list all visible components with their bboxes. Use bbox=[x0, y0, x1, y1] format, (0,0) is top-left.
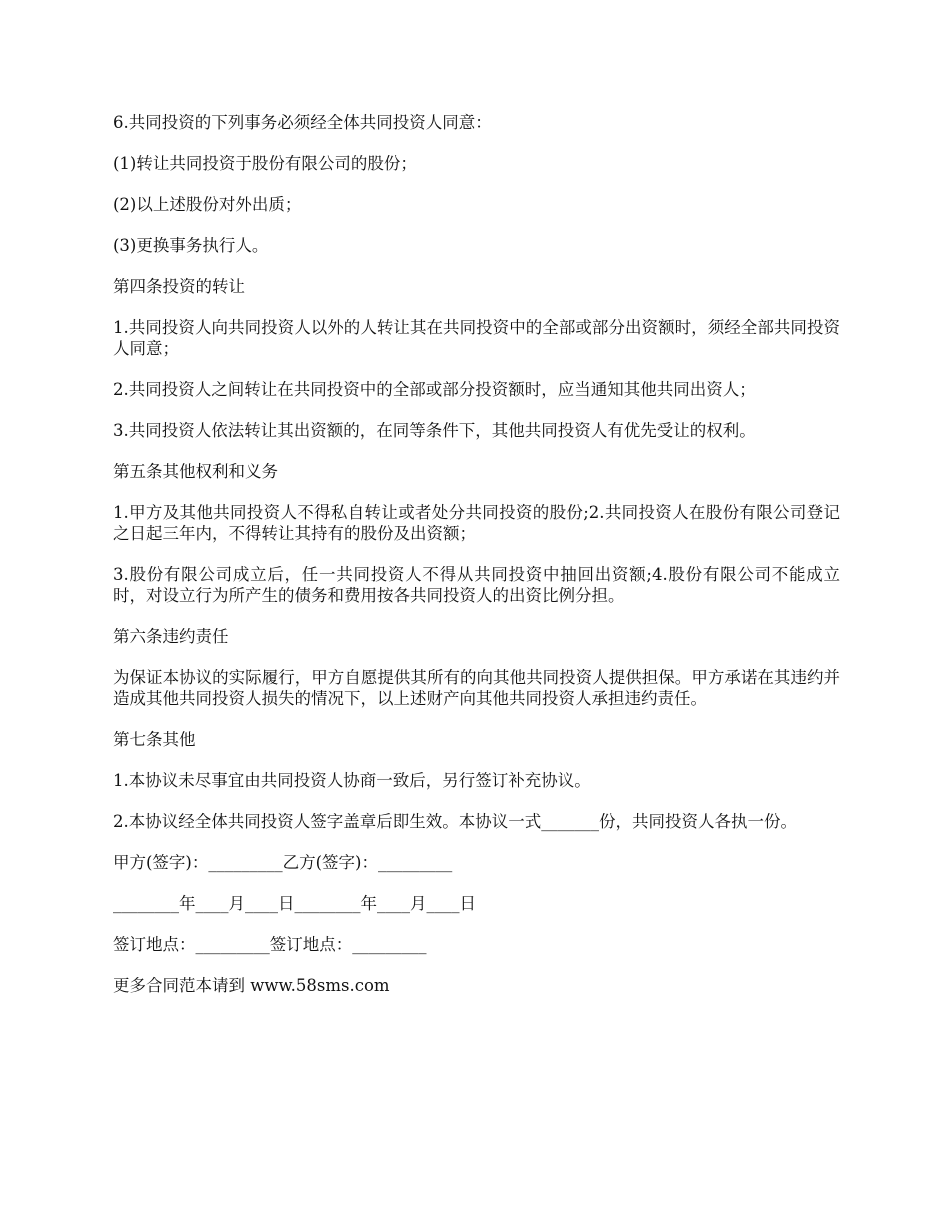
article-6-body: 为保证本协议的实际履行，甲方自愿提供其所有的向其他共同投资人提供担保。甲方承诺在其违约并造成其他共同投资人损失的情况下，以上述财产向其他共同投资人承担违约责任。 bbox=[113, 668, 840, 708]
article-5-item-1-2: 1.甲方及其他共同投资人不得私自转让或者处分共同投资的股份;2.共同投资人在股份有限公司登记之日起三年内，不得转让其持有的股份及出资额； bbox=[113, 503, 840, 543]
signature-line: 甲方(签字)：_________乙方(签字)：_________ bbox=[113, 853, 453, 872]
signing-location-line: 签订地点：_________签订地点：_________ bbox=[113, 935, 427, 954]
article-4-item-1: 1.共同投资人向共同投资人以外的人转让其在共同投资中的全部或部分出资额时，须经全部共同投资人同意； bbox=[113, 318, 840, 358]
date-line: ________年____月____日________年____月____日 bbox=[113, 894, 476, 913]
article-5-item-3-4: 3.股份有限公司成立后，任一共同投资人不得从共同投资中抽回出资额;4.股份有限公司不能成立时，对设立行为所产生的债务和费用按各共同投资人的出资比例分担。 bbox=[113, 565, 840, 605]
clause-6-heading: 6.共同投资的下列事务必须经全体共同投资人同意： bbox=[113, 113, 492, 132]
document-body bbox=[113, 112, 840, 1016]
footer-more-templates: 更多合同范本请到 www.58sms.com bbox=[113, 976, 390, 995]
clause-6-item-3: (3)更换事务执行人。 bbox=[113, 236, 269, 255]
article-6-title: 第六条违约责任 bbox=[113, 627, 229, 646]
article-4-item-3: 3.共同投资人依法转让其出资额的，在同等条件下，其他共同投资人有优先受让的权利。 bbox=[113, 421, 756, 440]
article-7-item-1: 1.本协议未尽事宜由共同投资人协商一致后，另行签订补充协议。 bbox=[113, 771, 591, 790]
article-7-title: 第七条其他 bbox=[113, 730, 196, 749]
article-4-item-2: 2.共同投资人之间转让在共同投资中的全部或部分投资额时，应当通知其他共同出资人； bbox=[113, 380, 756, 399]
article-5-title: 第五条其他权利和义务 bbox=[113, 462, 278, 481]
clause-6-item-1: (1)转让共同投资于股份有限公司的股份； bbox=[113, 154, 417, 173]
clause-6-item-2: (2)以上述股份对外出质； bbox=[113, 195, 302, 214]
article-4-title: 第四条投资的转让 bbox=[113, 277, 245, 296]
article-7-item-2: 2.本协议经全体共同投资人签字盖章后即生效。本协议一式_______份，共同投资人各执一份。 bbox=[113, 812, 797, 831]
